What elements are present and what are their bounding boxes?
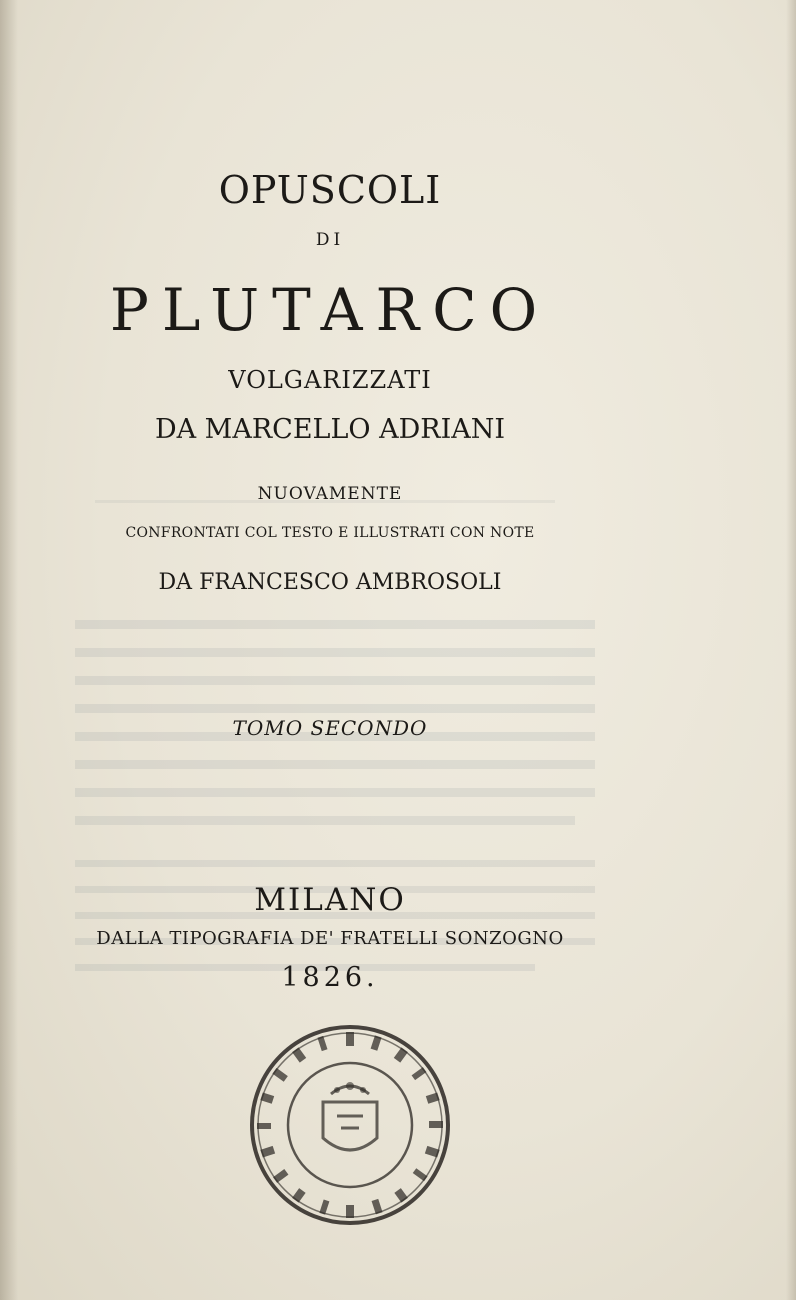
title-opuscoli: OPUSCOLI [218,168,442,212]
publisher-line: DALLA TIPOGRAFIA DE' FRATELLI SONZOGNO [96,928,564,949]
volume-label: TOMO SECONDO [232,716,428,740]
editor-name: DA FRANCESCO AMBROSOLI [158,570,502,595]
library-stamp-icon [245,1020,455,1230]
compared-line: CONFRONTATI COL TESTO E ILLUSTRATI CON NOTE [125,525,535,541]
publication-year: 1826. [281,962,379,993]
show-through-text [70,610,610,1010]
translator-name: DA MARCELLO ADRIANI [154,414,506,445]
newly-label: NUOVAMENTE [257,484,403,504]
translated-label: VOLGARIZZATI [228,366,432,394]
author-name: PLUTARCO [109,276,551,344]
title-di: DI [315,230,345,250]
page-edge-shadow-right [786,0,796,1300]
publication-city: MILANO [254,882,406,918]
